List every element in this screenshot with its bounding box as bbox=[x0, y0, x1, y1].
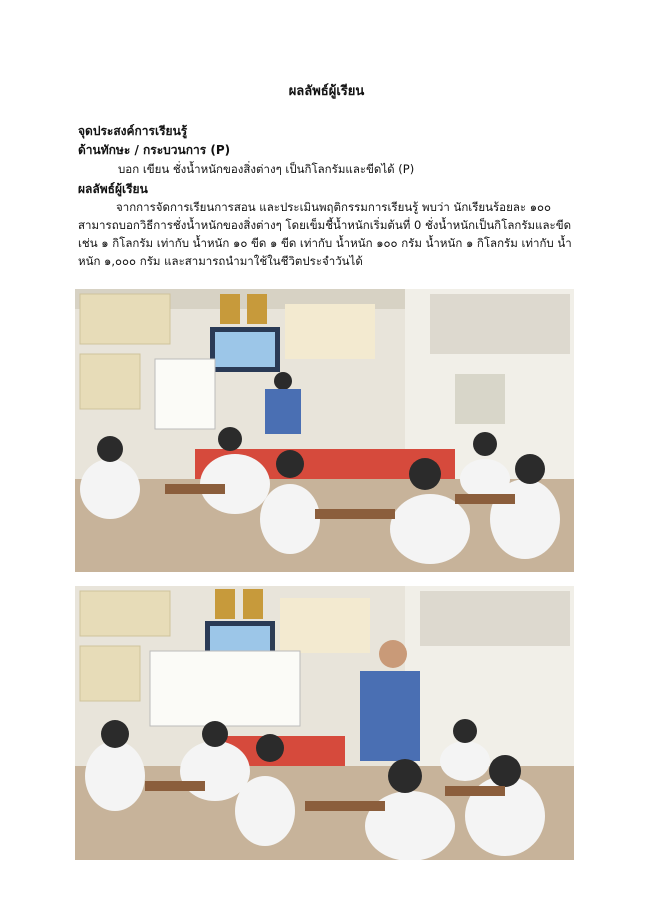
page-title: ผลลัพธ์ผู้เรียน bbox=[288, 84, 365, 99]
classroom-photo-2 bbox=[75, 586, 574, 860]
skill-heading: ด้านทักษะ / กระบวนการ (P) bbox=[78, 143, 231, 157]
results-paragraph: จากการจัดการเรียนการสอน และประเมินพฤติกรรมการเรียนรู้ พบว่า นักเรียนร้อยละ ๑๐๐ สามารถบอกวิธีการชั่งน้ำหนักของสิ่งต่างๆ โดยเข็มชี้น้ำหนักเริ่มต้นที่ 0 ชั่งน้ำหนักเป็นกิโลกรัมและขีด เช่น ๑ กิโลกรัม เท่ากับ น้ำหนัก ๑๐ ขีด ๑ ขีด เท่ากับ น้ำหนัก ๑๐๐ กรัม น้ำหนัก ๑ กิโลกรัม เท่ากับ น้ำหนัก ๑,๐๐๐ กรัม และสามารถนำมาใช้ในชีวิตประจำวันได้ bbox=[78, 200, 572, 268]
skill-objective: บอก เขียน ชั่งน้ำหนักของสิ่งต่างๆ เป็นกิโลกรัมและขีดได้ (P) bbox=[118, 162, 415, 176]
classroom-photo-1 bbox=[75, 289, 574, 572]
objectives-heading: จุดประสงค์การเรียนรู้ bbox=[78, 124, 188, 138]
results-heading: ผลลัพธ์ผู้เรียน bbox=[78, 182, 148, 196]
